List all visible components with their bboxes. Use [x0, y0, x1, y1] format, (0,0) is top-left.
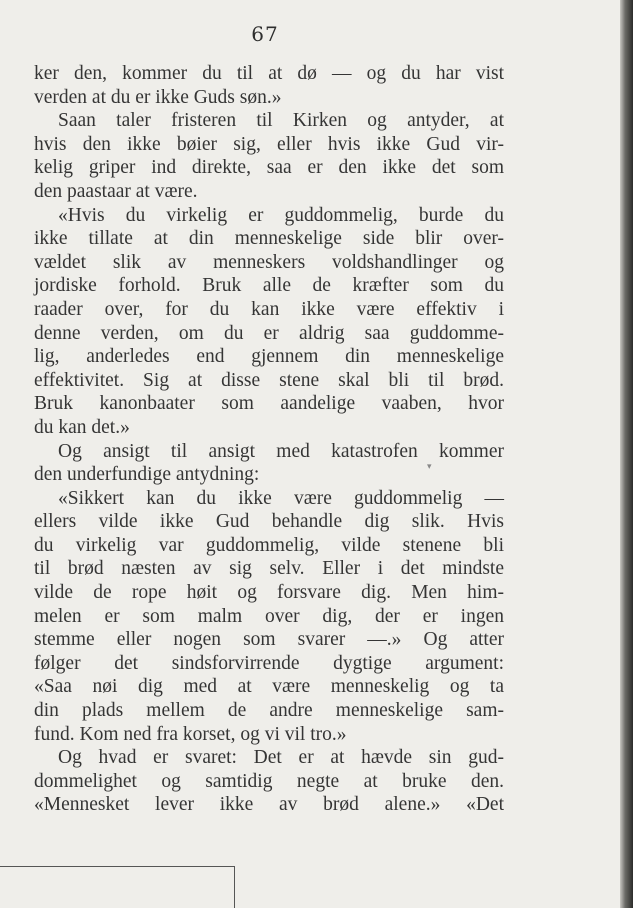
- text-line: ikke tillate at din menneskelige side blir over-: [34, 228, 504, 250]
- text-line: hvis den ikke bøier sig, eller hvis ikke Gud vir-: [34, 133, 504, 155]
- text-line: Saan taler fristeren til Kirken og antyder, at: [58, 110, 504, 132]
- text-line: du virkelig var guddommelig, vilde stenene bli: [34, 534, 504, 556]
- text-line: ellers vilde ikke Gud behandle dig slik. Hvis: [34, 511, 504, 533]
- text-line: Bruk kanonbaater som aandelige vaaben, hvor: [34, 393, 504, 415]
- text-line: vilde de rope høit og forsvare dig. Men him-: [34, 582, 504, 604]
- text-line: den paastaar at være.: [34, 180, 198, 202]
- text-line: denne verden, om du er aldrig saa guddomme-: [34, 322, 504, 344]
- text-line: melen er som malm over dig, der er ingen: [34, 605, 504, 627]
- text-line: ker den, kommer du til at dø — og du har vist: [34, 63, 504, 84]
- print-speck: ▾: [427, 462, 432, 472]
- text-line: verden at du er ikke Guds søn.»: [34, 86, 282, 108]
- text-line: «Mennesket lever ikke av brød alene.» «Det: [34, 794, 504, 816]
- body-text: [34, 62, 504, 817]
- text-line: fund. Kom ned fra korset, og vi vil tro.»: [34, 723, 347, 745]
- text-line: «Hvis du virkelig er guddommelig, burde du: [58, 204, 504, 226]
- text-line: effektivitet. Sig at disse stene skal bli til brød.: [34, 369, 504, 391]
- text-line: din plads mellem de andre menneskelige sam-: [34, 700, 504, 722]
- text-line: du kan det.»: [34, 416, 130, 438]
- text-line: Og hvad er svaret: Det er at hævde sin gud-: [58, 747, 504, 769]
- text-line: «Sikkert kan du ikke være guddommelig —: [58, 487, 504, 509]
- text-line: til brød næsten av sig selv. Eller i det mindste: [34, 558, 504, 580]
- text-line: kelig griper ind direkte, saa er den ikke det som: [34, 157, 504, 179]
- text-line: lig, anderledes end gjennem din menneskelige: [34, 346, 504, 368]
- text-line: dommelighet og samtidig negte at bruke den.: [34, 770, 504, 792]
- text-line: raader over, for du kan ikke være effektiv i: [34, 298, 504, 320]
- text-line: Og ansigt til ansigt med katastrofen kommer: [58, 440, 504, 462]
- page-number: 67: [251, 22, 279, 46]
- text-line: den underfundige antydning:: [34, 464, 260, 486]
- text-line: jordiske forhold. Bruk alle de kræfter som du: [34, 275, 504, 297]
- text-line: stemme eller nogen som svarer —.» Og atter: [34, 629, 504, 651]
- text-line: «Saa nøi dig med at være menneskelig og ta: [34, 676, 504, 698]
- text-line: følger det sindsforvirrende dygtige argument:: [34, 652, 504, 674]
- text-line: vældet slik av menneskers voldshandlinger og: [34, 251, 504, 273]
- page-corner-frame: [0, 866, 235, 908]
- book-spine-edge: [620, 0, 633, 908]
